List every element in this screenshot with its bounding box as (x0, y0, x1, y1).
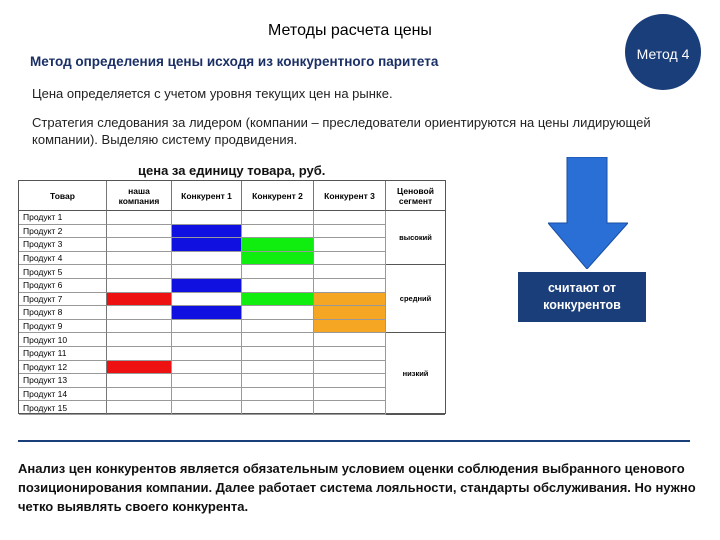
price-cell (242, 293, 314, 307)
price-cell (314, 225, 386, 239)
price-cell (242, 361, 314, 375)
price-cell (314, 388, 386, 402)
slide-title: Методы расчета цены (268, 22, 432, 39)
product-label: Продукт 2 (19, 225, 107, 239)
price-cell (314, 265, 386, 279)
price-cell (314, 293, 386, 307)
table-header: Конкурент 2 (242, 181, 314, 211)
price-cell (172, 388, 242, 402)
product-label: Продукт 10 (19, 333, 107, 347)
price-cell (107, 347, 172, 361)
price-segment: высокий (386, 211, 445, 265)
price-cell (242, 225, 314, 239)
table-header: Конкурент 1 (172, 181, 242, 211)
product-label: Продукт 3 (19, 238, 107, 252)
price-cell (107, 211, 172, 225)
price-cell (242, 320, 314, 334)
price-cell (242, 347, 314, 361)
table-header: Товар (19, 181, 107, 211)
price-cell (172, 252, 242, 266)
product-label: Продукт 6 (19, 279, 107, 293)
price-cell (242, 388, 314, 402)
price-cell (107, 238, 172, 252)
price-cell (242, 333, 314, 347)
price-cell (172, 374, 242, 388)
callout-box: считают от конкурентов (518, 272, 646, 322)
price-cell (107, 225, 172, 239)
price-cell (242, 238, 314, 252)
price-cell (314, 374, 386, 388)
price-cell (172, 401, 242, 415)
price-table (18, 180, 446, 414)
price-cell (107, 320, 172, 334)
price-cell (172, 279, 242, 293)
price-cell (242, 265, 314, 279)
price-cell (172, 320, 242, 334)
price-cell (314, 211, 386, 225)
table-header: наша компания (107, 181, 172, 211)
product-label: Продукт 11 (19, 347, 107, 361)
price-cell (107, 401, 172, 415)
down-arrow-icon (548, 157, 628, 269)
price-cell (107, 306, 172, 320)
strategy-text: Стратегия следования за лидером (компании – преследователи ориентируются на цены лидирующей компании). Выделяю систему продвидения. (32, 115, 651, 147)
price-cell (314, 401, 386, 415)
slide-subtitle: Метод определения цены исходя из конкурентного паритета (30, 54, 439, 69)
product-label: Продукт 5 (19, 265, 107, 279)
product-label: Продукт 12 (19, 361, 107, 375)
price-cell (314, 361, 386, 375)
price-cell (242, 279, 314, 293)
price-segment: средний (386, 265, 445, 333)
price-cell (107, 252, 172, 266)
price-cell (314, 320, 386, 334)
price-cell (242, 306, 314, 320)
price-cell (172, 306, 242, 320)
price-cell (242, 401, 314, 415)
price-cell (172, 265, 242, 279)
price-cell (242, 252, 314, 266)
price-cell (314, 306, 386, 320)
product-label: Продукт 1 (19, 211, 107, 225)
price-cell (172, 238, 242, 252)
table-header: Конкурент 3 (314, 181, 386, 211)
price-cell (107, 374, 172, 388)
price-cell (172, 211, 242, 225)
product-label: Продукт 7 (19, 293, 107, 307)
price-cell (314, 238, 386, 252)
method-badge: Метод 4 (625, 14, 701, 90)
price-cell (172, 361, 242, 375)
price-cell (314, 333, 386, 347)
price-cell (107, 333, 172, 347)
price-cell (172, 333, 242, 347)
price-cell (172, 347, 242, 361)
product-label: Продукт 8 (19, 306, 107, 320)
price-segment: низкий (386, 333, 445, 415)
price-cell (172, 293, 242, 307)
price-cell (242, 211, 314, 225)
price-cell (314, 252, 386, 266)
price-cell (107, 361, 172, 375)
conclusion-text: Анализ цен конкурентов является обязательным условием оценки соблюдения выбранного ценового позиционирования компании. Далее работает система лояльности, стандарты обслуживания. Но нужно четко выявлять своего конкурента. (18, 461, 696, 514)
price-cell (314, 279, 386, 293)
divider (18, 440, 690, 442)
product-label: Продукт 14 (19, 388, 107, 402)
price-cell (314, 347, 386, 361)
price-cell (107, 388, 172, 402)
price-cell (107, 265, 172, 279)
price-cell (242, 374, 314, 388)
price-cell (107, 293, 172, 307)
intro-text: Цена определяется с учетом уровня текущих цен на рынке. (32, 86, 393, 101)
product-label: Продукт 9 (19, 320, 107, 334)
product-label: Продукт 15 (19, 401, 107, 415)
product-label: Продукт 4 (19, 252, 107, 266)
table-header: Ценовой сегмент (386, 181, 445, 211)
price-cell (107, 279, 172, 293)
table-caption: цена за единицу товара, руб. (138, 163, 326, 178)
price-cell (172, 225, 242, 239)
product-label: Продукт 13 (19, 374, 107, 388)
